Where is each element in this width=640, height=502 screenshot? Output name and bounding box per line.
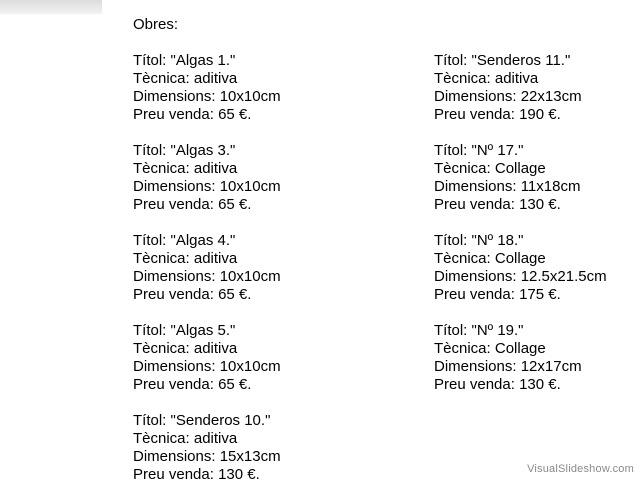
work-price: Preu venda: 130 €.	[434, 376, 561, 393]
work-price: Preu venda: 65 €.	[133, 196, 252, 213]
work-dimensions: Dimensions: 22x13cm	[434, 88, 582, 105]
work-title: Títol: "Algas 5."	[133, 322, 236, 339]
work-title: Títol: "Nº 18."	[434, 232, 524, 249]
work-entry	[133, 52, 433, 124]
work-entry	[434, 52, 640, 124]
work-technique: Tècnica: aditiva	[133, 250, 238, 267]
work-dimensions: Dimensions: 10x10cm	[133, 88, 281, 105]
work-technique: Tècnica: aditiva	[133, 430, 238, 447]
work-entry	[434, 232, 640, 304]
work-title: Títol: "Nº 17."	[434, 142, 524, 159]
page-heading: Obres:	[133, 16, 179, 33]
work-dimensions: Dimensions: 15x13cm	[133, 448, 281, 465]
work-title: Títol: "Algas 3."	[133, 142, 236, 159]
work-technique: Tècnica: aditiva	[133, 160, 238, 177]
work-dimensions: Dimensions: 10x10cm	[133, 178, 281, 195]
work-title: Títol: "Algas 4."	[133, 232, 236, 249]
work-entry	[133, 412, 433, 484]
work-price: Preu venda: 130 €.	[434, 196, 561, 213]
work-technique: Tècnica: Collage	[434, 340, 546, 357]
work-price: Preu venda: 65 €.	[133, 376, 252, 393]
works-column-right	[434, 52, 640, 412]
work-dimensions: Dimensions: 10x10cm	[133, 268, 281, 285]
work-technique: Tècnica: aditiva	[133, 70, 238, 87]
work-title: Títol: "Senderos 10."	[133, 412, 271, 429]
work-price: Preu venda: 190 €.	[434, 106, 561, 123]
work-entry	[434, 142, 640, 214]
work-technique: Tècnica: aditiva	[133, 340, 238, 357]
work-title: Títol: "Nº 19."	[434, 322, 524, 339]
work-price: Preu venda: 65 €.	[133, 286, 252, 303]
work-entry	[434, 322, 640, 394]
work-dimensions: Dimensions: 12.5x21.5cm	[434, 268, 607, 285]
work-technique: Tècnica: Collage	[434, 250, 546, 267]
work-technique: Tècnica: Collage	[434, 160, 546, 177]
work-entry	[133, 142, 433, 214]
work-title: Títol: "Algas 1."	[133, 52, 236, 69]
works-column-left	[133, 52, 433, 502]
work-dimensions: Dimensions: 12x17cm	[434, 358, 582, 375]
watermark-link[interactable]: VisualSlideshow.com	[527, 463, 634, 475]
work-entry	[133, 232, 433, 304]
work-price: Preu venda: 175 €.	[434, 286, 561, 303]
work-technique: Tècnica: aditiva	[434, 70, 539, 87]
work-dimensions: Dimensions: 10x10cm	[133, 358, 281, 375]
work-dimensions: Dimensions: 11x18cm	[434, 178, 581, 195]
work-price: Preu venda: 130 €.	[133, 466, 260, 483]
work-title: Títol: "Senderos 11."	[434, 52, 571, 69]
work-price: Preu venda: 65 €.	[133, 106, 252, 123]
work-entry	[133, 322, 433, 394]
